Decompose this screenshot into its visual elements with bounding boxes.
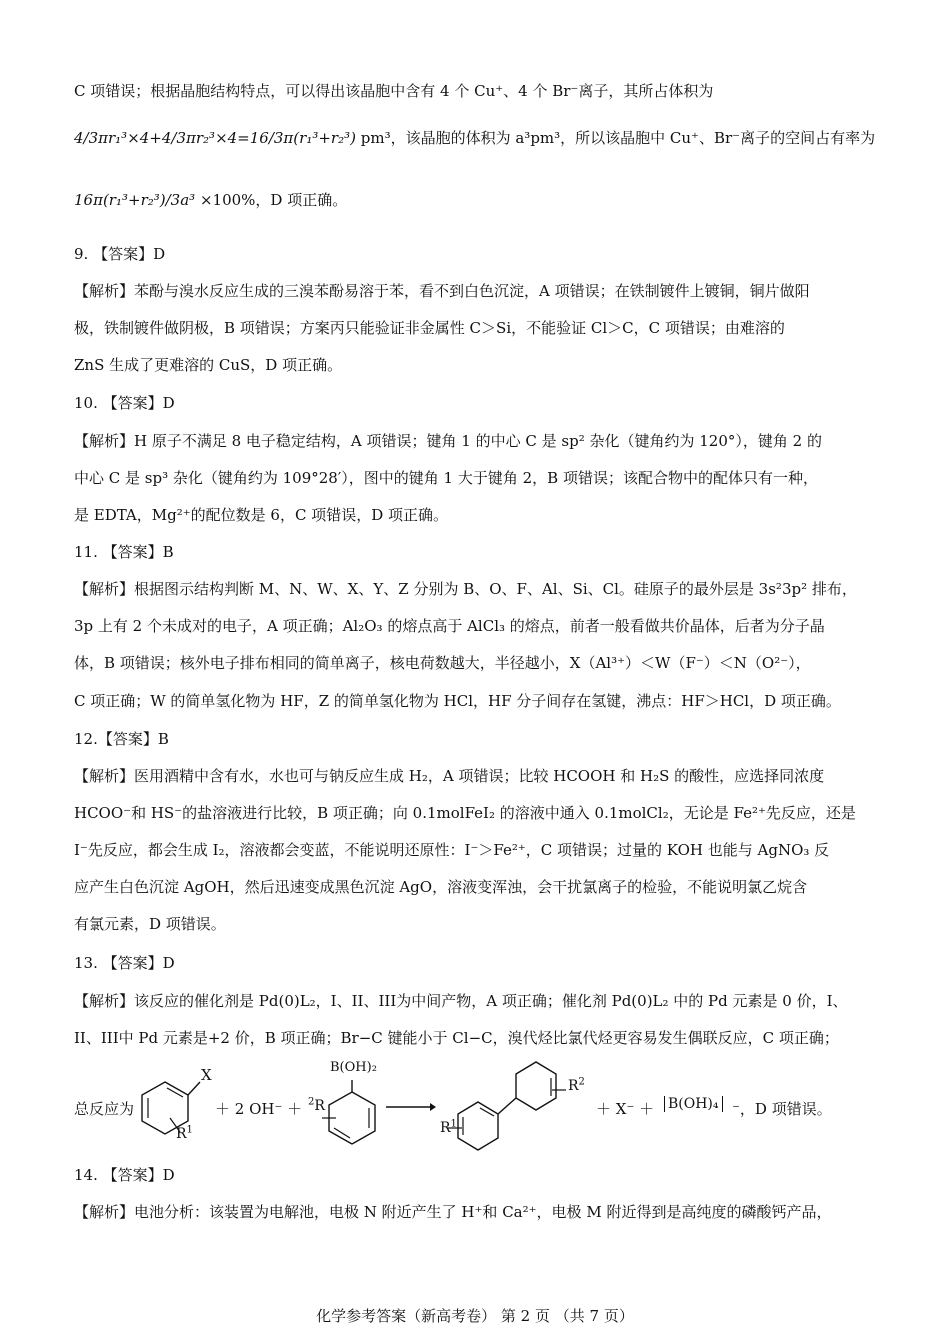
- reaction-scheme: [0, 1060, 950, 1160]
- q9-line-3: ZnS 生成了更难溶的 CuS，D 项正确。: [74, 356, 343, 374]
- biaryl-product-structure: [448, 1060, 588, 1160]
- product-r1-label: $R^1$: [440, 1118, 457, 1136]
- q9-line-2: 极，铁制镀件做阴极，B 项错误；方案丙只能验证非金属性 C＞Si，不能验证 Cl＞C，C 项错误；由难溶的: [74, 319, 785, 337]
- page-footer: 化学参考答案（新高考卷） 第 2 页 （共 7 页）: [316, 1307, 634, 1325]
- reaction-tail: ⁻，D 项错误。: [732, 1100, 832, 1118]
- q13-answer: 13. 【答案】D: [74, 954, 175, 972]
- q9-line-1: 【解析】苯酚与溴水反应生成的三溴苯酚易溶于苯，看不到白色沉淀，A 项错误；在铁制镀件上镀铜，铜片做阳: [74, 282, 810, 300]
- q14-answer: 14. 【答案】D: [74, 1166, 175, 1184]
- q12-line-5: 有氯元素，D 项错误。: [74, 915, 226, 933]
- reaction-arrow: [386, 1100, 436, 1114]
- occupancy-formula-tail: ×100%，D 项正确。: [199, 191, 348, 209]
- boronic-acid-structure: [320, 1074, 390, 1154]
- volume-formula-line: [74, 118, 875, 158]
- boronic-acid-label: B(OH)₂: [330, 1060, 377, 1075]
- q9-answer: 9. 【答案】D: [74, 245, 166, 263]
- occupancy-formula: 16π(r₁³+r₂³)/3a³: [74, 191, 196, 209]
- q10-answer: 10. 【答案】D: [74, 394, 175, 412]
- q10-line-3: 是 EDTA，Mg²⁺的配位数是 6，C 项错误，D 项正确。: [74, 506, 449, 524]
- reaction-prefix: 总反应为: [74, 1100, 135, 1118]
- q11-line-4: C 项正确；W 的简单氢化物为 HF，Z 的简单氢化物为 HCl，HF 分子间存在氢键，沸点：HF＞HCl，D 项正确。: [74, 692, 841, 710]
- r2-label: $^2$R: [308, 1096, 325, 1114]
- q10-line-2: 中心 C 是 sp³ 杂化（键角约为 109°28′），图中的键角 1 大于键角 2，B 项错误；该配合物中的配体只有一种，: [74, 469, 818, 487]
- halide-label: X: [201, 1066, 212, 1084]
- volume-formula-tail: pm³，该晶胞的体积为 a³pm³，所以该晶胞中 Cu⁺、Br⁻离子的空间占有率为: [360, 129, 876, 147]
- borate-label: B(OH)₄: [664, 1096, 723, 1112]
- q12-answer: 12.【答案】B: [74, 730, 169, 748]
- q12-line-3: I⁻先反应，都会生成 I₂，溶液都会变蓝，不能说明还原性：I⁻＞Fe²⁺，C 项错误；过量的 KOH 也能与 AgNO₃ 反: [74, 841, 830, 859]
- q12-line-4: 应产生白色沉淀 AgOH，然后迅速变成黑色沉淀 AgO，溶液变浑浊，会干扰氯离子的检验，不能说明氯乙烷含: [74, 878, 808, 896]
- product-plus-x: ＋ X⁻ ＋: [596, 1100, 655, 1118]
- q12-line-1: 【解析】医用酒精中含有水，水也可与钠反应生成 H₂，A 项错误；比较 HCOOH 和 H₂S 的酸性，应选择同浓度: [74, 767, 825, 785]
- q10-line-1: 【解析】H 原子不满足 8 电子稳定结构，A 项错误；键角 1 的中心 C 是 sp² 杂化（键角约为 120°），键角 2 的: [74, 432, 822, 450]
- q11-line-1: 【解析】根据图示结构判断 M、N、W、X、Y、Z 分别为 B、O、F、Al、Si、Cl。硅原子的最外层是 3s²3p² 排布，: [74, 580, 857, 598]
- text-line: C 项错误；根据晶胞结构特点，可以得出该晶胞中含有 4 个 Cu⁺、4 个 Br⁻离子，其所占体积为: [74, 82, 714, 100]
- q13-line-1: 【解析】该反应的催化剂是 Pd(0)L₂，I、II、III为中间产物，A 项正确；催化剂 Pd(0)L₂ 中的 Pd 元素是 0 价，I、: [74, 992, 848, 1010]
- product-r2-label: $R^2$: [568, 1076, 585, 1094]
- reactant-plus-oh: ＋ 2 OH⁻ ＋: [215, 1100, 303, 1118]
- q14-line-1: 【解析】电池分析：该装置为电解池，电极 N 附近产生了 H⁺和 Ca²⁺，电极 M 附近得到是高纯度的磷酸钙产品，: [74, 1203, 832, 1221]
- occupancy-formula-line: [74, 178, 347, 222]
- q11-line-2: 3p 上有 2 个未成对的电子，A 项正确；Al₂O₃ 的熔点高于 AlCl₃ 的熔点，前者一般看做共价晶体，后者为分子晶: [74, 617, 825, 635]
- q12-line-2: HCOO⁻和 HS⁻的盐溶液进行比较，B 项正确；向 0.1molFeI₂ 的溶液中通入 0.1molCl₂，无论是 Fe²⁺先反应，还是: [74, 804, 856, 822]
- q13-line-2: II、III中 Pd 元素是+2 价，B 项正确；Br−C 键能小于 Cl−C，溴代烃比氯代烃更容易发生偶联反应，C 项正确；: [74, 1029, 839, 1047]
- q11-line-3: 体，B 项错误；核外电子排布相同的简单离子，核电荷数越大，半径越小，X（Al³⁺）＜W（F⁻）＜N（O²⁻），: [74, 654, 811, 672]
- q11-answer: 11. 【答案】B: [74, 543, 174, 561]
- r1-label: $R^1$: [176, 1124, 193, 1142]
- volume-formula: 4/3πr₁³×4+4/3πr₂³×4=16/3π(r₁³+r₂³): [74, 129, 356, 147]
